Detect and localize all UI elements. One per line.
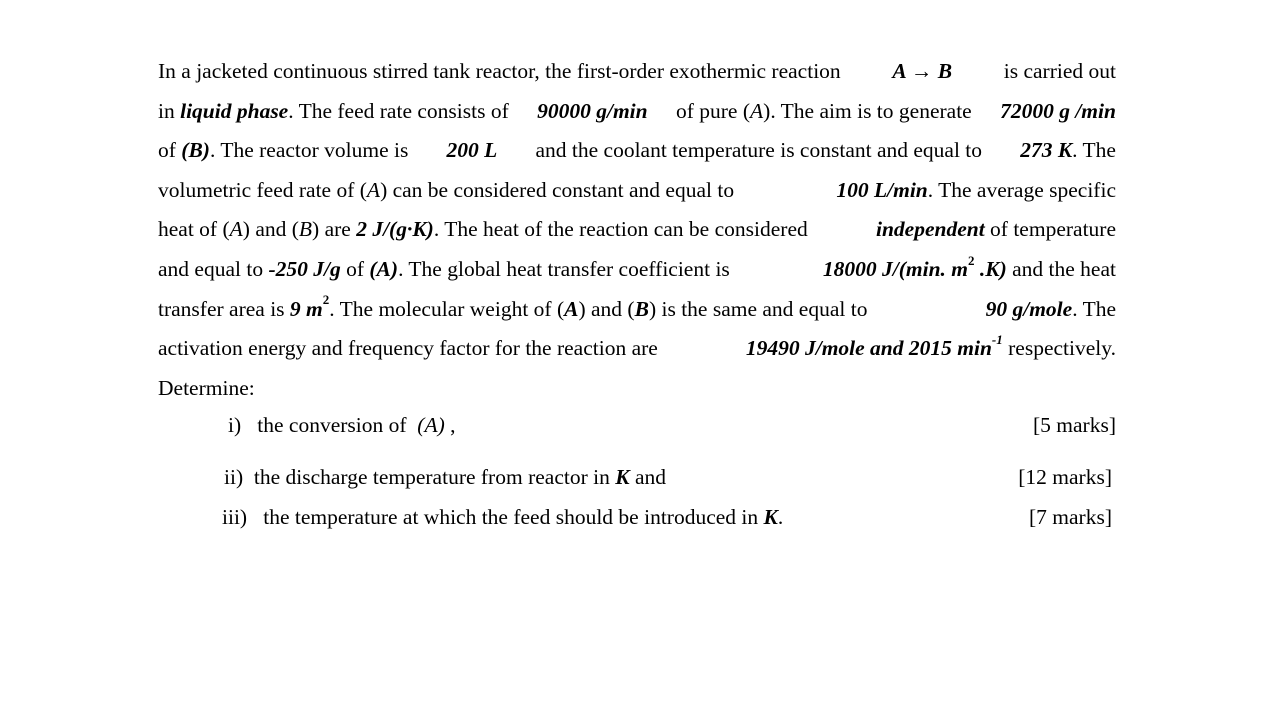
text-span: of (346, 256, 365, 281)
text-span: of pure ( (675, 98, 751, 123)
text-span: . The (1072, 296, 1116, 321)
species-a: A (229, 217, 243, 242)
question-variable: K (615, 465, 630, 489)
problem-line-8 (158, 329, 1116, 369)
question-number: iii) (222, 505, 248, 529)
text-span: transfer area is (158, 296, 285, 321)
text-span: of temperature (990, 217, 1116, 242)
reaction-equation: A → B (892, 59, 953, 83)
text-span: In a jacketed continuous stirred tank reactor, the first-order exothermic reaction (158, 59, 841, 83)
superscript: -1 (991, 332, 1003, 347)
problem-statement (158, 52, 1116, 408)
text-span: and the coolant temperature is constant and equal to (535, 138, 983, 163)
problem-line-6 (158, 250, 1116, 290)
question-number: i) (228, 413, 242, 437)
text-span: in (158, 98, 175, 123)
activation-energy-frequency-value: 19490 J/mole and 2015 min (745, 336, 992, 361)
text-span: ) and ( (242, 217, 299, 242)
problem-line-5 (158, 210, 1116, 250)
problem-line-3 (158, 131, 1116, 171)
question-item-2 (224, 465, 666, 490)
problem-line-1 (158, 52, 1116, 92)
superscript: 2 (968, 252, 975, 268)
problem-line-7 (158, 290, 1116, 330)
text-span: respectively. (1008, 336, 1116, 361)
problem-line-2 (158, 92, 1116, 132)
species-b: (B) (181, 138, 210, 163)
specific-heat-value: 2 J/(g·K) (356, 217, 434, 242)
question-variable: K (763, 505, 778, 529)
heat-transfer-coefficient-value: 18000 J/(min. m (822, 256, 968, 281)
text-span: . The average specific (927, 177, 1116, 202)
text-span: . The molecular weight of ( (329, 296, 565, 321)
text-span: and the heat (1012, 256, 1116, 281)
text-span: ) are (312, 217, 351, 242)
reactor-volume-value: 200 L (446, 138, 498, 163)
question-text: the discharge temperature from reactor in (253, 465, 610, 489)
text-span: ) is the same and equal to (648, 296, 868, 321)
species-b: B (298, 217, 313, 242)
determine-label: Determine: (158, 375, 255, 400)
heat-of-reaction-value: -250 J/g (268, 256, 341, 281)
question-text: the conversion of (257, 413, 407, 437)
superscript: 2 (322, 292, 330, 308)
text-span: activation energy and frequency factor for the reaction are (158, 336, 658, 361)
phase-emphasis: liquid phase (180, 98, 289, 123)
text-span: . The heat of the reaction can be considered (433, 217, 808, 242)
text-span: ) and ( (578, 296, 635, 321)
molecular-weight-value: 90 g/mole (985, 296, 1073, 321)
text-span: heat of ( (158, 217, 230, 242)
question-item-3 (222, 505, 783, 530)
problem-line-4 (158, 171, 1116, 211)
text-span: volumetric feed rate of ( (158, 177, 367, 202)
text-span: . The feed rate consists of (288, 98, 509, 123)
text-span: of (158, 138, 176, 163)
species-a: (A) (369, 256, 399, 281)
independent-emphasis: independent (875, 217, 985, 242)
question-marks-3: [7 marks] (1029, 505, 1112, 529)
text-span: . The global heat transfer coefficient is (398, 256, 730, 281)
species-a: A (366, 177, 381, 202)
text-span: is carried out (1003, 59, 1116, 83)
heat-transfer-coefficient-unit: .K) (974, 256, 1007, 281)
heat-transfer-area-value: 9 m (289, 296, 323, 321)
text-span: and equal to (158, 256, 264, 281)
question-item-1 (228, 413, 455, 438)
feed-rate-value: 90000 g/min (537, 98, 648, 123)
species-a: A (564, 296, 579, 321)
question-text: the temperature at which the feed should be introduced in (263, 505, 759, 529)
text-span: . The reactor volume is (209, 138, 409, 163)
text-span: ) can be considered constant and equal to (380, 177, 735, 202)
volumetric-rate-value: 100 L/min (836, 177, 928, 202)
coolant-temp-value: 273 K (1020, 138, 1073, 163)
problem-line-9 (158, 369, 1116, 409)
question-marks-2: [12 marks] (1018, 465, 1112, 489)
species-b: B (634, 296, 649, 321)
question-text-end: . (777, 505, 784, 529)
question-number: ii) (224, 465, 244, 489)
question-variable: (A) (417, 413, 445, 437)
text-span: ). The aim is to generate (763, 98, 972, 123)
question-text-end: , (450, 413, 456, 437)
species-a: A (750, 98, 764, 123)
generation-rate-value: 72000 g /min (1000, 98, 1116, 123)
question-marks-1: [5 marks] (1033, 413, 1116, 437)
question-text-end: and (634, 465, 666, 489)
text-span: . The (1072, 138, 1116, 163)
